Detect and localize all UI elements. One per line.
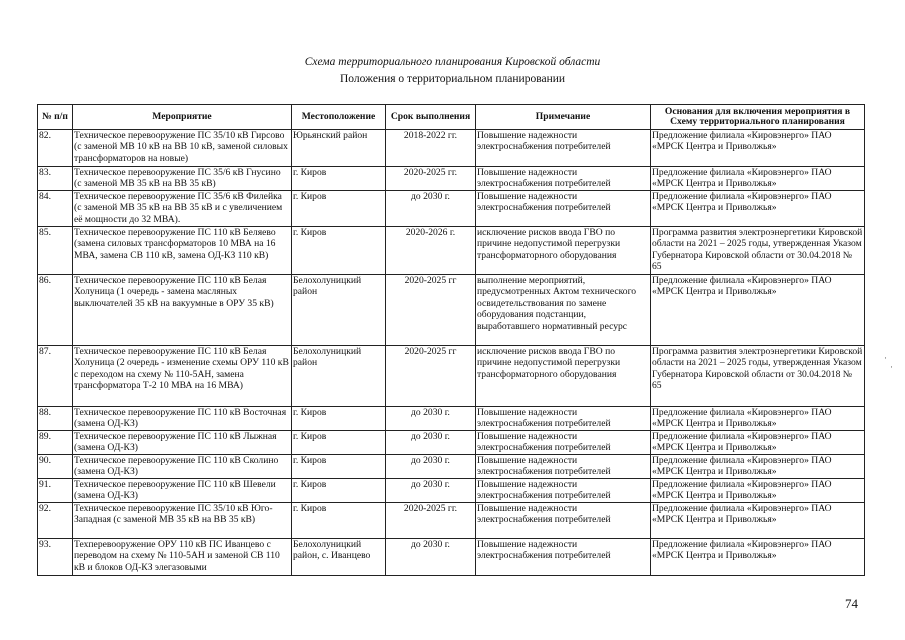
table-row <box>38 539 865 576</box>
cell-term: до 2030 г. <box>386 431 476 455</box>
table-header-row <box>38 105 865 130</box>
cell-basis: Предложение филиала «Кировэнерго» ПАО «МРСК Центра и Приволжья» <box>651 275 865 346</box>
table-row <box>38 346 865 407</box>
cell-num: 92. <box>38 503 73 539</box>
cell-term: 2020-2025 гг. <box>386 167 476 191</box>
cell-note: Повышение надежности электроснабжения потребителей <box>476 130 651 167</box>
document-title: Схема территориального планирования Кировской области <box>304 56 601 68</box>
cell-note: исключение рисков ввода ГВО по причине недопустимой перегрузки трансформаторного оборудования <box>476 227 651 275</box>
table-row <box>38 479 865 503</box>
table-row <box>38 407 865 431</box>
margin-mark: · <box>890 362 893 372</box>
margin-mark: · <box>884 353 887 363</box>
cell-basis: Предложение филиала «Кировэнерго» ПАО «МРСК Центра и Приволжья» <box>651 503 865 539</box>
cell-location: г. Киров <box>292 167 386 191</box>
cell-note: Повышение надежности электроснабжения потребителей <box>476 167 651 191</box>
cell-location: Белохолуницкий район <box>292 346 386 407</box>
cell-measure: Техническое перевооружение ПС 110 кВ Сколино (замена ОД-КЗ) <box>73 455 292 479</box>
cell-term: 2020-2025 гг <box>386 346 476 407</box>
cell-num: 86. <box>38 275 73 346</box>
cell-basis: Предложение филиала «Кировэнерго» ПАО «МРСК Центра и Приволжья» <box>651 130 865 167</box>
cell-location: г. Киров <box>292 503 386 539</box>
table-row <box>38 167 865 191</box>
cell-num: 83. <box>38 167 73 191</box>
cell-num: 84. <box>38 191 73 227</box>
cell-location: г. Киров <box>292 479 386 503</box>
document-subtitle: Положения о территориальном планировании <box>339 73 566 85</box>
header-location: Местоположение <box>292 105 386 130</box>
table-row <box>38 431 865 455</box>
cell-measure: Техническое перевооружение ПС 35/6 кВ Гнусино (с заменой МВ 35 кВ на ВВ 35 кВ) <box>73 167 292 191</box>
header-num: № п/п <box>38 105 73 130</box>
table-row <box>38 191 865 227</box>
cell-num: 88. <box>38 407 73 431</box>
cell-num: 82. <box>38 130 73 167</box>
cell-measure: Техперевооружение ОРУ 110 кВ ПС Иванцево с переводом на схему № 110-5АН и заменой СВ 110 кВ и блоков ОД-КЗ элегазовыми <box>73 539 292 576</box>
cell-measure: Техническое перевооружение ПС 110 кВ Белая Холуница (2 очередь - изменение схемы ОРУ 110 кВ с переходом на схему № 110-5АН, замена трансформатора Т-2 10 МВА на 16 МВА) <box>73 346 292 407</box>
cell-measure: Техническое перевооружение ПС 35/6 кВ Филейка (с заменой МВ 35 кВ на ВВ 35 кВ и с увеличением её мощности до 32 МВА). <box>73 191 292 227</box>
table-body <box>38 130 865 576</box>
cell-note: Повышение надежности электроснабжения потребителей <box>476 431 651 455</box>
cell-location: Белохолуницкий район, с. Иванцево <box>292 539 386 576</box>
cell-num: 91. <box>38 479 73 503</box>
cell-basis: Предложение филиала «Кировэнерго» ПАО «МРСК Центра и Приволжья» <box>651 455 865 479</box>
cell-measure: Техническое перевооружение ПС 110 кВ Восточная (замена ОД-КЗ) <box>73 407 292 431</box>
cell-basis: Программа развития электроэнергетики Кировской области на 2021 – 2025 годы, утвержденная Указом Губернатора Кировской области от 30.04.2018 № 65 <box>651 227 865 275</box>
cell-measure: Техническое перевооружение ПС 110 кВ Белая Холуница (1 очередь - замена масляных выключателей 35 кВ на вакуумные в ОРУ 35 кВ) <box>73 275 292 346</box>
cell-num: 89. <box>38 431 73 455</box>
cell-measure: Техническое перевооружение ПС 110 кВ Лыжная (замена ОД-КЗ) <box>73 431 292 455</box>
cell-location: г. Киров <box>292 407 386 431</box>
cell-num: 87. <box>38 346 73 407</box>
cell-term: до 2030 г. <box>386 407 476 431</box>
cell-note: Повышение надежности электроснабжения потребителей <box>476 455 651 479</box>
cell-location: г. Киров <box>292 455 386 479</box>
header-term: Срок выполнения <box>386 105 476 130</box>
page-number: 74 <box>845 596 858 611</box>
cell-measure: Техническое перевооружение ПС 110 кВ Шевели (замена ОД-КЗ) <box>73 479 292 503</box>
cell-basis: Предложение филиала «Кировэнерго» ПАО «МРСК Центра и Приволжья» <box>651 431 865 455</box>
cell-location: Белохолуницкий район <box>292 275 386 346</box>
cell-location: Юрьянский район <box>292 130 386 167</box>
header-note: Примечание <box>476 105 651 130</box>
table-row <box>38 455 865 479</box>
cell-term: 2018-2022 гг. <box>386 130 476 167</box>
table-row <box>38 503 865 539</box>
table-row <box>38 130 865 167</box>
cell-basis: Предложение филиала «Кировэнерго» ПАО «МРСК Центра и Приволжья» <box>651 479 865 503</box>
cell-basis: Предложение филиала «Кировэнерго» ПАО «МРСК Центра и Приволжья» <box>651 191 865 227</box>
measures-table <box>37 104 865 576</box>
cell-num: 93. <box>38 539 73 576</box>
cell-term: 2020-2026 г. <box>386 227 476 275</box>
header-basis: Основания для включения мероприятия в Схему территориального планирования <box>651 105 865 130</box>
header-measure: Мероприятие <box>73 105 292 130</box>
cell-num: 85. <box>38 227 73 275</box>
cell-note: Повышение надежности электроснабжения потребителей <box>476 479 651 503</box>
table-row <box>38 275 865 346</box>
cell-term: до 2030 г. <box>386 539 476 576</box>
cell-term: до 2030 г. <box>386 479 476 503</box>
cell-term: до 2030 г. <box>386 455 476 479</box>
cell-measure: Техническое перевооружение ПС 35/10 кВ Юго-Западная (с заменой МВ 35 кВ на ВВ 35 кВ) <box>73 503 292 539</box>
cell-basis: Программа развития электроэнергетики Кировской области на 2021 – 2025 годы, утвержденная Указом Губернатора Кировской области от 30.04.2018 № 65 <box>651 346 865 407</box>
cell-measure: Техническое перевооружение ПС 35/10 кВ Гирсово (с заменой МВ 10 кВ на ВВ 10 кВ, заменой силовых трансформаторов на новые) <box>73 130 292 167</box>
cell-basis: Предложение филиала «Кировэнерго» ПАО «МРСК Центра и Приволжья» <box>651 539 865 576</box>
cell-term: до 2030 г. <box>386 191 476 227</box>
cell-note: Повышение надежности электроснабжения потребителей <box>476 407 651 431</box>
cell-note: Повышение надежности электроснабжения потребителей <box>476 539 651 576</box>
cell-note: Повышение надежности электроснабжения потребителей <box>476 191 651 227</box>
table-row <box>38 227 865 275</box>
cell-basis: Предложение филиала «Кировэнерго» ПАО «МРСК Центра и Приволжья» <box>651 407 865 431</box>
cell-note: исключение рисков ввода ГВО по причине недопустимой перегрузки трансформаторного оборудования <box>476 346 651 407</box>
cell-num: 90. <box>38 455 73 479</box>
cell-location: г. Киров <box>292 431 386 455</box>
cell-note: выполнение мероприятий, предусмотренных Актом технического освидетельствования по замене оборудования подстанции, выработавшего нормативный ресурс <box>476 275 651 346</box>
cell-measure: Техническое перевооружение ПС 110 кВ Беляево (замена силовых трансформаторов 10 МВА на 16 МВА, замена СВ 110 кВ, замена ОД-КЗ 110 кВ) <box>73 227 292 275</box>
cell-note: Повышение надежности электроснабжения потребителей <box>476 503 651 539</box>
cell-location: г. Киров <box>292 191 386 227</box>
cell-basis: Предложение филиала «Кировэнерго» ПАО «МРСК Центра и Приволжья» <box>651 167 865 191</box>
cell-term: 2020-2025 гг <box>386 275 476 346</box>
cell-term: 2020-2025 гг. <box>386 503 476 539</box>
cell-location: г. Киров <box>292 227 386 275</box>
